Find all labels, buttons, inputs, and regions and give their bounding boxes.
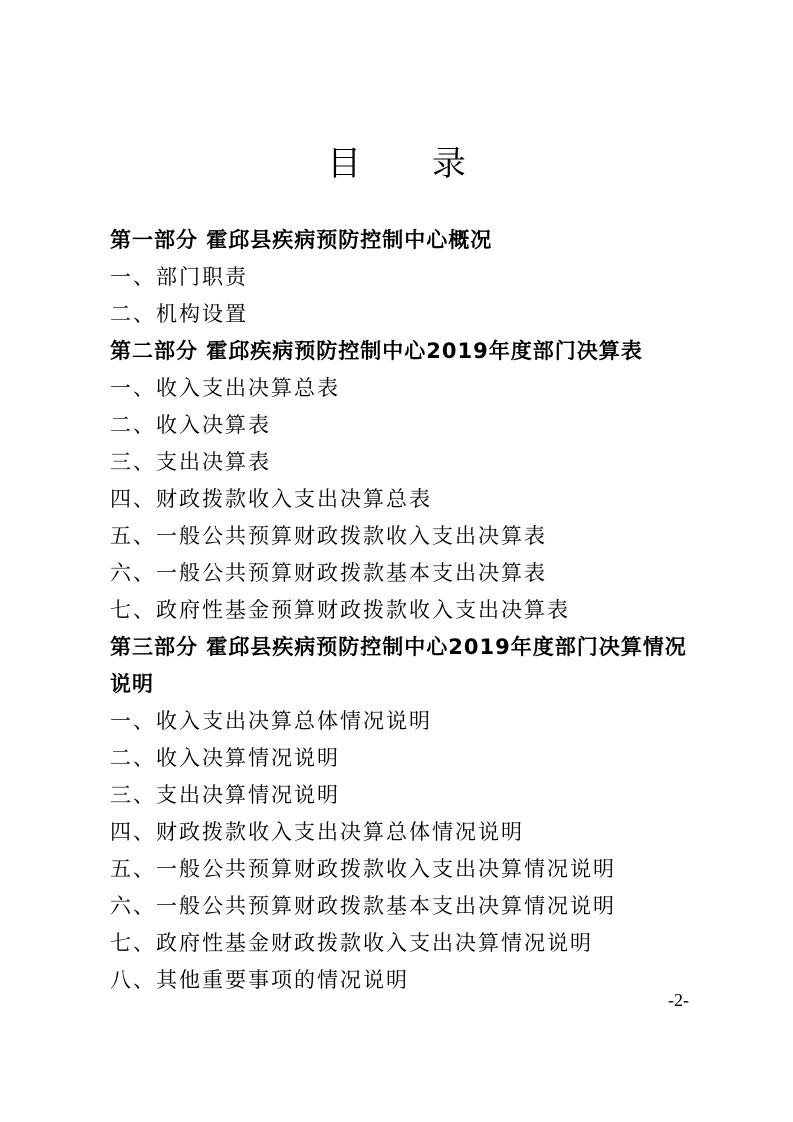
toc-item: 三、支出决算表: [110, 450, 271, 474]
toc-item: 二、收入决算情况说明: [110, 746, 340, 770]
toc-item: 七、政府性基金财政拨款收入支出决算情况说明: [110, 931, 593, 955]
toc-part-3: 第三部分 霍邱县疾病预防控制中心2019年度部门决算情况说明: [110, 635, 687, 696]
toc-part-1: 第一部分 霍邱县疾病预防控制中心概况: [110, 228, 493, 252]
toc-item: 三、支出决算情况说明: [110, 783, 340, 807]
toc-item: 一、收入支出决算总表: [110, 376, 340, 400]
toc-item: 一、收入支出决算总体情况说明: [110, 709, 432, 733]
toc-item: 二、机构设置: [110, 302, 248, 326]
toc-item: 七、政府性基金预算财政拨款收入支出决算表: [110, 598, 570, 622]
table-of-contents: [110, 222, 700, 999]
toc-item: 二、收入决算表: [110, 413, 271, 437]
toc-item: 五、一般公共预算财政拨款收入支出决算情况说明: [110, 857, 616, 881]
toc-item: 五、一般公共预算财政拨款收入支出决算表: [110, 524, 547, 548]
toc-item: 四、财政拨款收入支出决算总表: [110, 487, 432, 511]
page-number: -2-: [668, 990, 689, 1010]
toc-item: 六、一般公共预算财政拨款基本支出决算情况说明: [110, 894, 616, 918]
toc-item: 一、部门职责: [110, 265, 248, 289]
toc-item: 四、财政拨款收入支出决算总体情况说明: [110, 820, 524, 844]
toc-item: 六、一般公共预算财政拨款基本支出决算表: [110, 561, 547, 585]
page-title: 目 录: [327, 144, 496, 184]
toc-item: 八、其他重要事项的情况说明: [110, 968, 409, 992]
toc-part-2: 第二部分 霍邱疾病预防控制中心2019年度部门决算表: [110, 339, 643, 363]
